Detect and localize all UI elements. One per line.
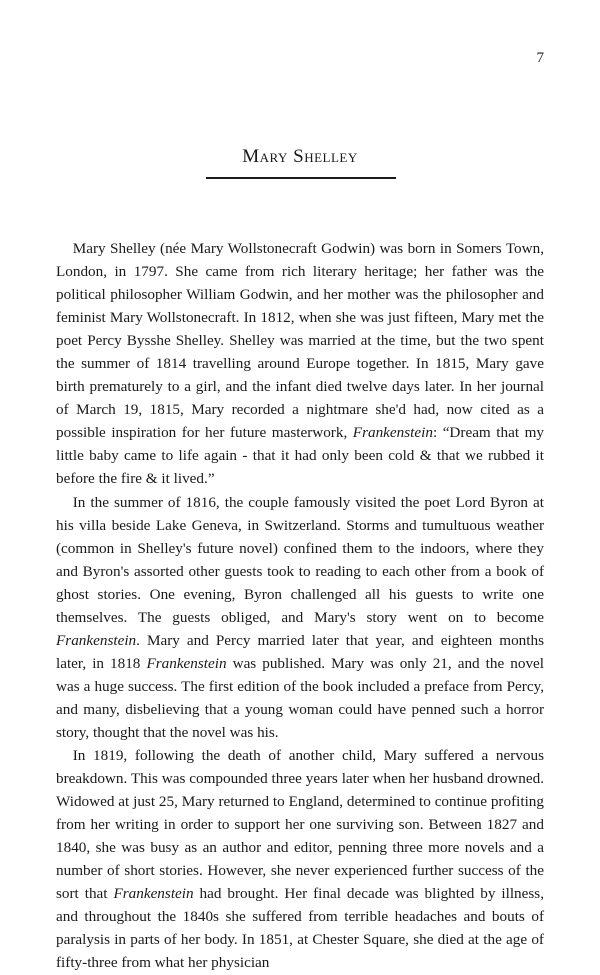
text-run: . Mary and Percy married later that year, and eighteen months later, in 1818 [56, 631, 544, 672]
text-run: : “Dream that my little baby came to life again - that it had only been cold & that we rubbed it before the fire & it lived.” [56, 424, 544, 488]
paragraph-1 [56, 237, 544, 491]
page-number: 7 [536, 50, 544, 66]
text-run: Mary Shelley (née Mary Wollstonecraft Godwin) was born in Somers Town, London, in 1797. She came from rich literary heritage; her father was the political philosopher William Godwin, and her mother was the philosopher and feminist Mary Wollstonecraft. In 1812, when she was just fifteen, Mary met the poet Percy Bysshe Shelley. Shelley was married at the time, but the two spent the summer of 1814 travelling around Europe together. In 1815, Mary gave birth prematurely to a girl, and the infant died twelve days later. In her journal of March 19, 1815, Mary recorded a nightmare she'd had, now cited as a possible inspiration for her future masterwork, [56, 240, 544, 442]
text-run: was published. Mary was only 21, and the novel was a huge success. The first edition of the book included a preface from Percy, and many, disbelieving that a young woman could have penned such a horror story, thought that the novel was his. [56, 654, 545, 741]
paragraph-2 [56, 491, 544, 745]
text-run: had brought. Her final decade was blighted by illness, and throughout the 1840s she suffered from terrible headaches and bouts of paralysis in parts of her body. In 1851, at Chester Square, she died at the age of fifty-three from what her physician [56, 885, 544, 972]
paragraph-3 [56, 744, 544, 974]
italic-title: Frankenstein [56, 631, 137, 649]
body-text [56, 237, 544, 975]
title-rule [206, 177, 396, 179]
text-run: In the summer of 1816, the couple famously visited the poet Lord Byron at his villa beside Lake Geneva, in Switzerland. Storms and tumultuous weather (common in Shelley's future novel) confined them to the indoors, where they and Byron's assorted other guests took to reading to each other from a book of ghost stories. One evening, Byron challenged all his guests to write one themselves. The guests obliged, and Mary's story went on to become [56, 493, 544, 626]
italic-title: Frankenstein [146, 654, 227, 672]
text-run: In 1819, following the death of another child, Mary suffered a nervous breakdown. This was compounded three years later when her husband drowned. Widowed at just 25, Mary returned to England, determined to continue profiting from her writing in order to support her one surviving son. Between 1827 and 1840, she was busy as an author and editor, penning three more novels and a number of short stories. However, she never experienced further success of the sort that [56, 747, 544, 903]
italic-title: Frankenstein [352, 424, 433, 442]
chapter-title: Mary Shelley [242, 146, 358, 167]
italic-title: Frankenstein [113, 885, 194, 903]
